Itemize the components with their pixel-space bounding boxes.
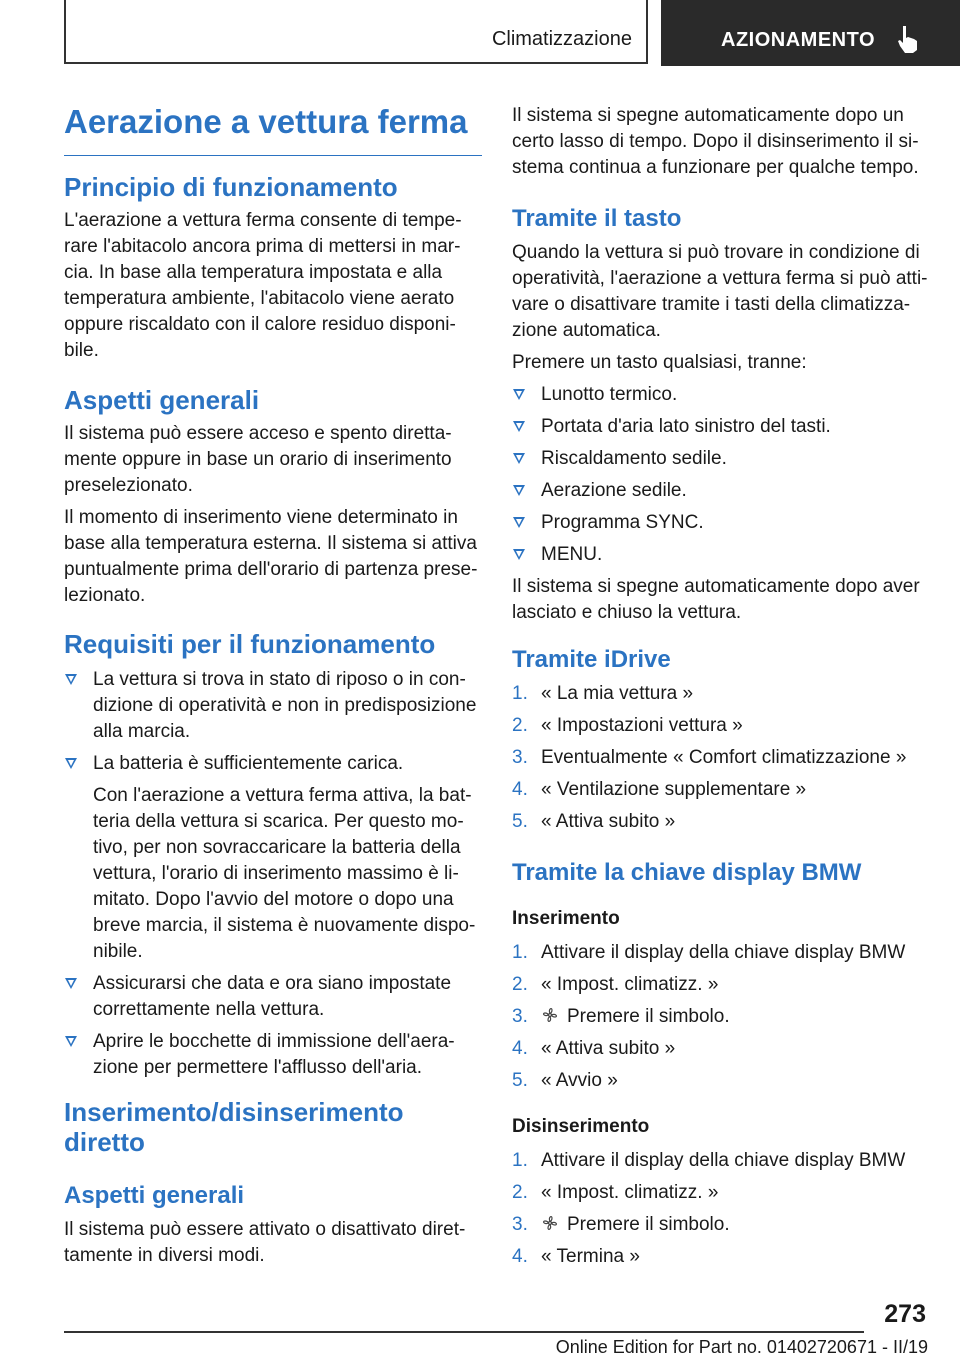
battery-note: Con l'aerazione a vettura ferma attiva, la bat-teria della vettura si scarica. Per questo mo-tivo, per non sovraccaricare la batteria della vettura, l'orario di inserimento massimo è li-mitato. Dopo l'avvio del motore o dopo una breve marcia, il sistema è nuovamente dispo-nibile. bbox=[93, 785, 476, 962]
list-item: 1. « La mia vettura » bbox=[512, 683, 694, 704]
chiave-heading: Tramite la chiave display BMW bbox=[512, 859, 862, 886]
diretto-section bbox=[64, 1097, 482, 1269]
list-item: 3. Eventualmente « Comfort climatizzazione » bbox=[512, 747, 907, 768]
aspetti-section bbox=[64, 385, 482, 609]
list-item: Riscaldamento sedile. bbox=[512, 446, 932, 472]
aspetti-heading: Aspetti generali bbox=[64, 385, 260, 415]
list-item: 2. « Impost. climatizz. » bbox=[512, 1182, 719, 1203]
list-item: La vettura si trova in stato di riposo o in con-dizione di operatività e non in predisposizione alla marcia. bbox=[64, 667, 482, 745]
intro-text: Il sistema si spegne automaticamente dopo un certo lasso di tempo. Dopo il disinserimento il si-stema continua a funzionare per qualche tempo. bbox=[512, 105, 919, 178]
list-item: La batteria è sufficientemente carica. Con l'aerazione a vettura ferma attiva, la bat-teria della vettura si scarica. Per questo mo-tivo, per non sovraccaricare la batteria della vettura, l'orario di inserimento massimo è li-mitato. Dopo l'avvio del motore o dopo una breve marcia, il sistema è nuovamente dispo-nibile. bbox=[64, 751, 482, 965]
idrive-section bbox=[512, 645, 932, 841]
list-item: 4. « Attiva subito » bbox=[512, 1038, 676, 1059]
triangle-bullet-icon bbox=[513, 517, 525, 528]
tasto-text-1: Quando la vettura si può trovare in condizione di operatività, l'aerazione a vettura ferma si può atti-vare o disattivare tramite i tasti della climatizza-zione automatica. bbox=[512, 242, 928, 341]
list-item: 4. « Termina » bbox=[512, 1246, 640, 1267]
inserimento-title: Inserimento bbox=[512, 908, 620, 929]
disinserimento-title: Disinserimento bbox=[512, 1116, 650, 1137]
tasto-heading: Tramite il tasto bbox=[512, 205, 682, 232]
page-title: Aerazione a vettura ferma bbox=[64, 103, 482, 156]
principio-text: L'aerazione a vettura ferma consente di tempe-rare l'abitacolo ancora prima di mettersi in mar-cia. In base alla temperatura impostata e alla temperatura ambiente, l'abitacolo viene aerato oppure riscaldato con il calore residuo disponi-bile. bbox=[64, 210, 462, 361]
diretto-heading: Inserimento/disinserimento diretto bbox=[64, 1097, 404, 1157]
section-title: Climatizzazione bbox=[491, 28, 632, 50]
requisiti-heading: Requisiti per il funzionamento bbox=[64, 629, 436, 659]
list-item: 4. « Ventilazione supplementare » bbox=[512, 779, 807, 800]
triangle-bullet-icon bbox=[65, 978, 77, 989]
triangle-bullet-icon bbox=[513, 421, 525, 432]
list-item: Assicurarsi che data e ora siano impostate correttamente nella vettura. bbox=[64, 971, 482, 1023]
triangle-bullet-icon bbox=[65, 1036, 77, 1047]
list-item: 1. Attivare il display della chiave display BMW bbox=[512, 1150, 906, 1171]
list-item: 3. Premere il simbolo. bbox=[512, 1006, 730, 1027]
principio-heading: Principio di funzionamento bbox=[64, 172, 398, 202]
triangle-bullet-icon bbox=[65, 674, 77, 685]
inserimento-steps bbox=[512, 940, 932, 1094]
list-item: MENU. bbox=[512, 542, 932, 568]
list-item: 2. « Impostazioni vettura » bbox=[512, 715, 743, 736]
aspetti-text-1: Il sistema può essere acceso e spento diretta-mente oppure in base un orario di inserimento preselezionato. bbox=[64, 423, 452, 496]
list-item: Aprire le bocchette di immissione dell'aera-zione per permettere l'afflusso dell'aria. bbox=[64, 1029, 482, 1081]
triangle-bullet-icon bbox=[513, 453, 525, 464]
tasto-section bbox=[512, 204, 932, 626]
chiave-section bbox=[512, 858, 932, 1276]
list-item: 5. « Avvio » bbox=[512, 1070, 618, 1091]
tasto-exceptions-list bbox=[512, 382, 932, 568]
page-number: 273 bbox=[884, 1300, 926, 1328]
list-item: 3. Premere il simbolo. bbox=[512, 1214, 730, 1235]
intro-block bbox=[512, 103, 932, 181]
header-chapter-box bbox=[661, 0, 960, 66]
list-item: Aerazione sedile. bbox=[512, 478, 932, 504]
idrive-steps bbox=[512, 681, 932, 835]
tasto-text-3: Il sistema si spegne automaticamente dopo aver lasciato e chiuso la vettura. bbox=[512, 576, 920, 623]
fan-icon bbox=[541, 1214, 559, 1232]
aspetti-text-2: Il momento di inserimento viene determinato in base alla temperatura esterna. Il sistema si attiva puntualmente prima dell'orario di partenza prese-lezionato. bbox=[64, 507, 478, 606]
list-item: 2. « Impost. climatizz. » bbox=[512, 974, 719, 995]
chapter-title: AZIONAMENTO bbox=[721, 29, 876, 51]
idrive-heading: Tramite iDrive bbox=[512, 646, 671, 673]
requisiti-list bbox=[64, 667, 482, 1081]
requisiti-section bbox=[64, 629, 482, 1087]
principio-section bbox=[64, 172, 482, 364]
fan-icon bbox=[541, 1006, 559, 1024]
tasto-text-2: Premere un tasto qualsiasi, tranne: bbox=[512, 352, 807, 373]
list-item: Lunotto termico. bbox=[512, 382, 932, 408]
header-section-box bbox=[64, 0, 648, 64]
hand-pointer-icon bbox=[895, 24, 921, 54]
footer-divider bbox=[64, 1331, 864, 1333]
triangle-bullet-icon bbox=[513, 549, 525, 560]
diretto-subheading: Aspetti generali bbox=[64, 1182, 245, 1209]
list-item: 5. « Attiva subito » bbox=[512, 811, 676, 832]
triangle-bullet-icon bbox=[65, 758, 77, 769]
triangle-bullet-icon bbox=[513, 485, 525, 496]
list-item: Programma SYNC. bbox=[512, 510, 932, 536]
diretto-text: Il sistema può essere attivato o disattivato diret-tamente in diversi modi. bbox=[64, 1219, 466, 1266]
list-item: 1. Attivare il display della chiave display BMW bbox=[512, 942, 906, 963]
triangle-bullet-icon bbox=[513, 389, 525, 400]
disinserimento-steps bbox=[512, 1148, 932, 1270]
footer-edition: Online Edition for Part no. 01402720671 - II/19 bbox=[555, 1337, 928, 1357]
list-item: Portata d'aria lato sinistro del tasti. bbox=[512, 414, 932, 440]
